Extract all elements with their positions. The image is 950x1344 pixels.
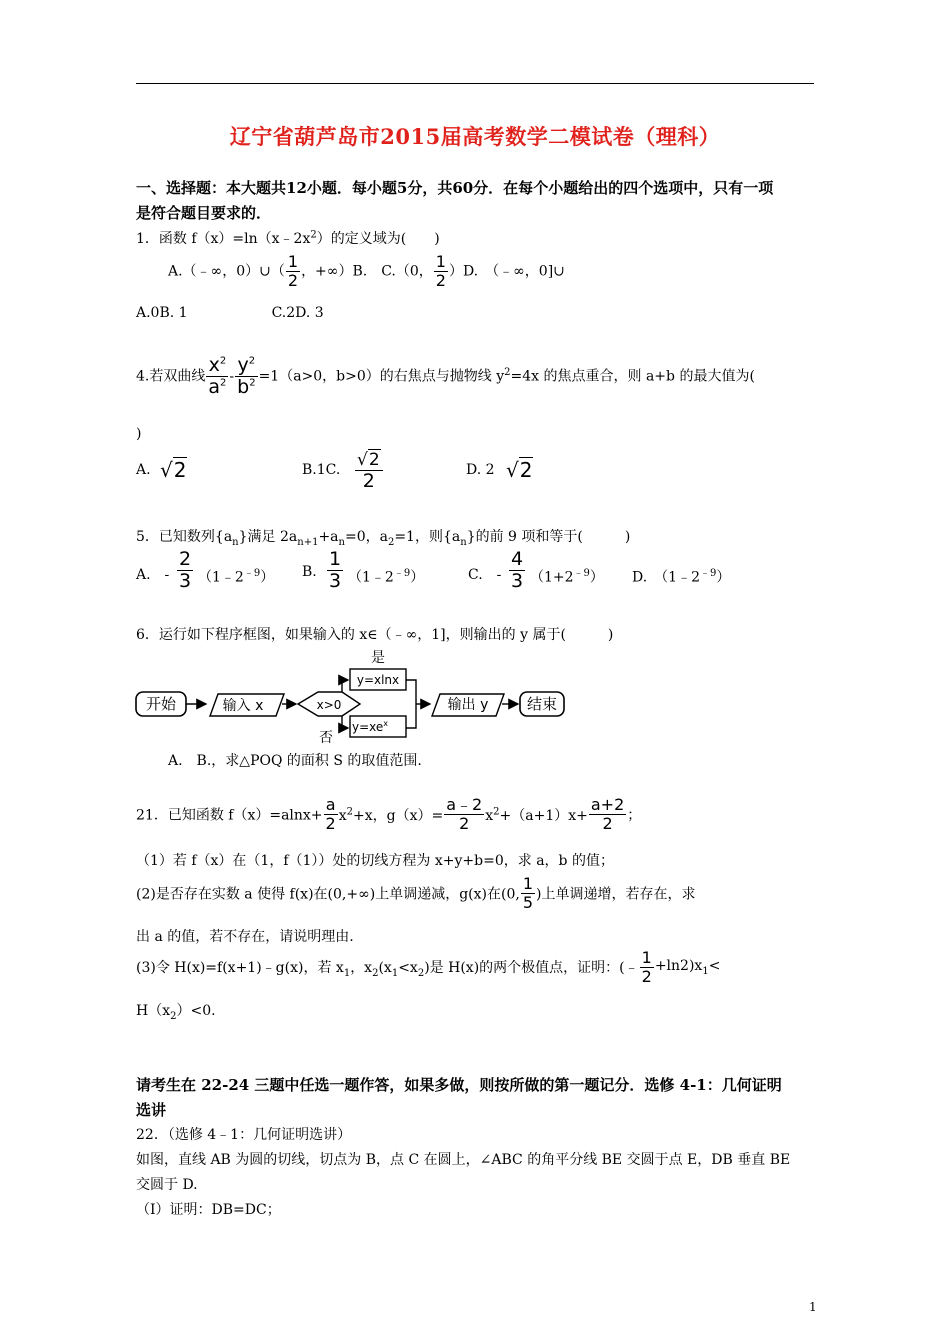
q1-options-line3: A.0B. 1 C.2D. 3 [136, 305, 324, 321]
radicand: 2 [173, 458, 187, 482]
flow-arrow-no [342, 716, 348, 728]
q22-stem: 如图，直线 AB 为圆的切线，切点为 B，点 C 在圆上，∠ABC 的角平分线 BE 交圆于点 E，DB 垂直 BE [136, 1152, 791, 1168]
q21-frac-half [640, 950, 654, 985]
section-1-heading: 一、选择题：本大题共12小题．每小题5分，共60分．在每个小题给出的四个选项中，只有一项 [136, 179, 774, 197]
q21-p3-e: )是 H(x)的两个极值点，证明：(﹣ [424, 959, 639, 976]
q21-part-3-cont [136, 1000, 216, 1022]
frac-num: a﹣2 [446, 795, 483, 814]
q1-option-d: ）D. （﹣∞，0]∪ [448, 263, 565, 280]
q1-fraction-half-2 [434, 254, 448, 289]
frac-num: 1 [435, 252, 446, 271]
q4-sq: 2 [249, 377, 256, 389]
exp: ﹣9 [243, 568, 261, 579]
q1-option-bc: ，+∞）B. C.（0， [301, 263, 433, 280]
q4-sq: 2 [219, 355, 227, 367]
q5-option-b: B. [302, 564, 317, 580]
q21-frac-am2 [444, 797, 484, 832]
q6-options: A. B.，求△POQ 的面积 S 的取值范围. [168, 753, 422, 769]
flow-box-top-label: y=xlnx [356, 673, 400, 687]
q5-option-a: A. - [136, 567, 170, 583]
q5-text-4: =0，a [344, 529, 388, 545]
section-2-heading-cont: 选讲 [136, 1101, 167, 1119]
q21-text-c: +x，g（x）= [353, 807, 444, 824]
q5-c-frac [509, 550, 525, 591]
q21-p3-b: ，x [350, 959, 373, 976]
q4-options [136, 452, 656, 496]
q4-option-a-sqrt: √2 [160, 458, 187, 482]
q21-p2-text-a: (2)是否存在实数 a 使得 f(x)在(0,+∞)上单调递减，g(x)在(0, [136, 886, 520, 903]
q4-option-bc: B.1C. [302, 462, 341, 478]
flow-box-bottom-label [352, 719, 388, 734]
q5-option-d [632, 564, 730, 587]
q5-options [136, 550, 756, 594]
q1-stem-text-end: ）的定义域为( ) [316, 231, 440, 247]
q1-option-a: A.（﹣∞，0）∪（ [168, 263, 285, 280]
flow-box-bottom-sup: x [383, 719, 389, 728]
frac-den: 2 [287, 271, 299, 290]
q21-p3-line2-a: H（x [136, 1003, 171, 1019]
frac-den: 5 [522, 893, 533, 912]
frac-num: 1 [641, 948, 652, 967]
q4-sq: 2 [220, 377, 227, 389]
q21-sup: 2 [346, 805, 354, 817]
exp: ﹣9 [393, 568, 411, 579]
q22-title: 22．（选修 4﹣1：几何证明选讲） [136, 1127, 352, 1143]
expr: （1﹣2 [198, 569, 244, 586]
sub-2: 2 [170, 1010, 177, 1022]
q5-a-frac [177, 550, 193, 591]
frac-den: 2 [362, 470, 375, 492]
close: ） [410, 569, 425, 586]
q5-b-expr [348, 564, 424, 587]
q4-sq: 2 [248, 355, 256, 367]
q21-text-b: x [338, 807, 347, 824]
q4-stem [136, 356, 755, 397]
frac-den: 2 [641, 967, 652, 986]
q21-part-1: （1）若 f（x）在（1，f（1））处的切线方程为 x+y+b=0，求 a，b 的值； [136, 853, 614, 869]
q4-x2-over-a2 [206, 356, 228, 397]
q21-frac-ap2 [589, 797, 626, 832]
q21-text-d: x [485, 807, 494, 824]
exp: ﹣9 [700, 568, 717, 579]
q4-x: x [208, 354, 220, 376]
q21-sup: 2 [493, 805, 500, 817]
sub-2: 2 [372, 967, 379, 979]
q4-text: =1（a>0，b>0）的右焦点与抛物线 y [258, 368, 505, 385]
frac-den: 3 [179, 570, 192, 592]
flow-merge [406, 680, 416, 728]
q5-sub: n [232, 536, 239, 548]
q5-text-5: =1，则{a [394, 529, 461, 545]
q21-p3-a: (3)令 H(x)=f(x+1)﹣g(x)，若 x [136, 959, 344, 976]
q4-option-d-sqrt: √2 [506, 458, 533, 482]
q1-stem [136, 228, 440, 248]
flow-no-label: 否 [319, 730, 333, 744]
sub-2: 2 [417, 967, 425, 979]
q4-text-sup: 2 [504, 366, 511, 378]
section-2-heading: 请考生在 22-24 三题中任选一题作答，如果多做，则按所做的第一题记分．选修 4-1：几何证明 [136, 1076, 782, 1094]
page-number: 1 [809, 1300, 817, 1314]
q4-minus: - [229, 368, 235, 385]
page-title: 辽宁省葫芦岛市2015届高考数学二模试卷（理科） [229, 124, 721, 149]
q21-p3-f: +ln2)x [654, 958, 703, 975]
q1-options [168, 254, 565, 289]
frac-num: a [324, 797, 338, 815]
flow-end-label: 结束 [526, 695, 558, 713]
q5-text-6: }的前 9 项和等于( ) [466, 529, 631, 545]
frac-den: 2 [325, 814, 336, 833]
q5-a-expr [198, 564, 274, 587]
q4-a: a [208, 376, 221, 398]
frac-den: 2 [602, 814, 613, 833]
expr: （1﹣2 [348, 569, 394, 586]
q21-p2-text-b: )上单调递增，若存在，求 [536, 886, 696, 903]
q5-text: 5．已知数列{a [136, 529, 233, 545]
q21-part-2 [136, 876, 695, 920]
q6-flowchart [130, 648, 580, 744]
flow-start-label: 开始 [145, 695, 177, 713]
q21-p3-d: <x [398, 959, 418, 976]
q5-sub: n [338, 536, 345, 548]
q4-y: y [237, 354, 249, 376]
q4-option-a: A. [136, 462, 151, 478]
flow-input-label: 输入 x [222, 698, 264, 714]
q5-b-frac [327, 550, 343, 591]
flow-output-label: 输出 y [447, 697, 489, 713]
q21-stem [136, 797, 641, 843]
sub-1: 1 [343, 967, 351, 979]
q4-b: b [237, 376, 250, 398]
frac-num: 2 [179, 548, 192, 570]
q22-part-1: （Ⅰ）证明：DB=DC； [136, 1202, 281, 1218]
flow-arrow-yes [342, 680, 348, 692]
frac-num: 1 [329, 548, 342, 570]
close: ） [589, 569, 604, 586]
frac-den: 2 [435, 271, 446, 290]
q21-part-3 [136, 950, 720, 994]
q21-frac-1-5 [521, 876, 535, 911]
frac-num: a+2 [590, 795, 625, 814]
q21-p3-c: (x [378, 959, 392, 976]
flow-decision-label: x>0 [316, 698, 342, 712]
q5-option-c: C. - [468, 567, 502, 583]
q5-text-2: }满足 2a [238, 529, 298, 545]
frac-num: 1 [522, 874, 533, 893]
q22-stem-cont: 交圆于 D. [136, 1177, 198, 1193]
frac-den: 2 [459, 814, 470, 833]
expr: （1+2 [530, 569, 574, 586]
q1-stem-sup: 2 [310, 229, 317, 241]
q4-text-2: =4x 的焦点重合，则 a+b 的最大值为( [510, 368, 755, 385]
sub-1: 1 [702, 965, 709, 977]
exp: ﹣9 [573, 568, 590, 579]
q21-p3-line2-b: ）<0. [176, 1003, 216, 1019]
q21-frac-a2 [324, 797, 338, 832]
q5-stem [136, 526, 630, 548]
q6-stem: 6．运行如下程序框图，如果输入的 x∈（﹣∞，1]，则输出的 y 属于( ) [136, 627, 614, 643]
header-rule [136, 83, 814, 84]
section-1-heading-cont: 是符合题目要求的． [136, 204, 272, 222]
sub-1: 1 [391, 967, 399, 979]
frac-num: 4 [511, 548, 524, 570]
q1-fraction-half [286, 254, 300, 289]
close: ） [260, 569, 275, 586]
q1-stem-text: 1．函数 f（x）=ln（x﹣2x [136, 231, 311, 247]
q21-part-2-cont: 出 a 的值，若不存在，请说明理由. [136, 929, 354, 945]
q5-text-3: +a [318, 529, 339, 545]
flow-yes-label: 是 [371, 650, 385, 666]
flow-box-bottom-text: y=xe [351, 720, 384, 734]
q21-text-a: 21．已知函数 f（x）=alnx+ [136, 807, 323, 824]
frac-num: 1 [287, 252, 299, 271]
q21-text-f: ； [627, 807, 642, 824]
close: ） [716, 569, 731, 586]
q4-y2-over-b2 [235, 356, 257, 397]
expr: D. （1﹣2 [632, 569, 700, 586]
radicand: 2 [519, 458, 533, 482]
q5-sub: n [460, 536, 467, 548]
frac-den: 3 [329, 570, 342, 592]
q4-stem-cont: ) [136, 426, 142, 442]
q4-option-d: D. 2 [466, 462, 495, 478]
q4-prefix: 4.若双曲线 [136, 368, 206, 385]
q21-p3-g: < [708, 958, 721, 975]
frac-den: 3 [511, 570, 524, 592]
q5-c-expr [530, 564, 604, 587]
radicand: 2 [368, 450, 380, 470]
q5-sub-n1: n+1 [297, 536, 319, 548]
q4-option-c-frac: $\frac{√2}{2}$ [355, 450, 383, 491]
q5-sub-2: 2 [387, 536, 395, 548]
q21-text-e: +（a+1）x+ [499, 807, 588, 824]
